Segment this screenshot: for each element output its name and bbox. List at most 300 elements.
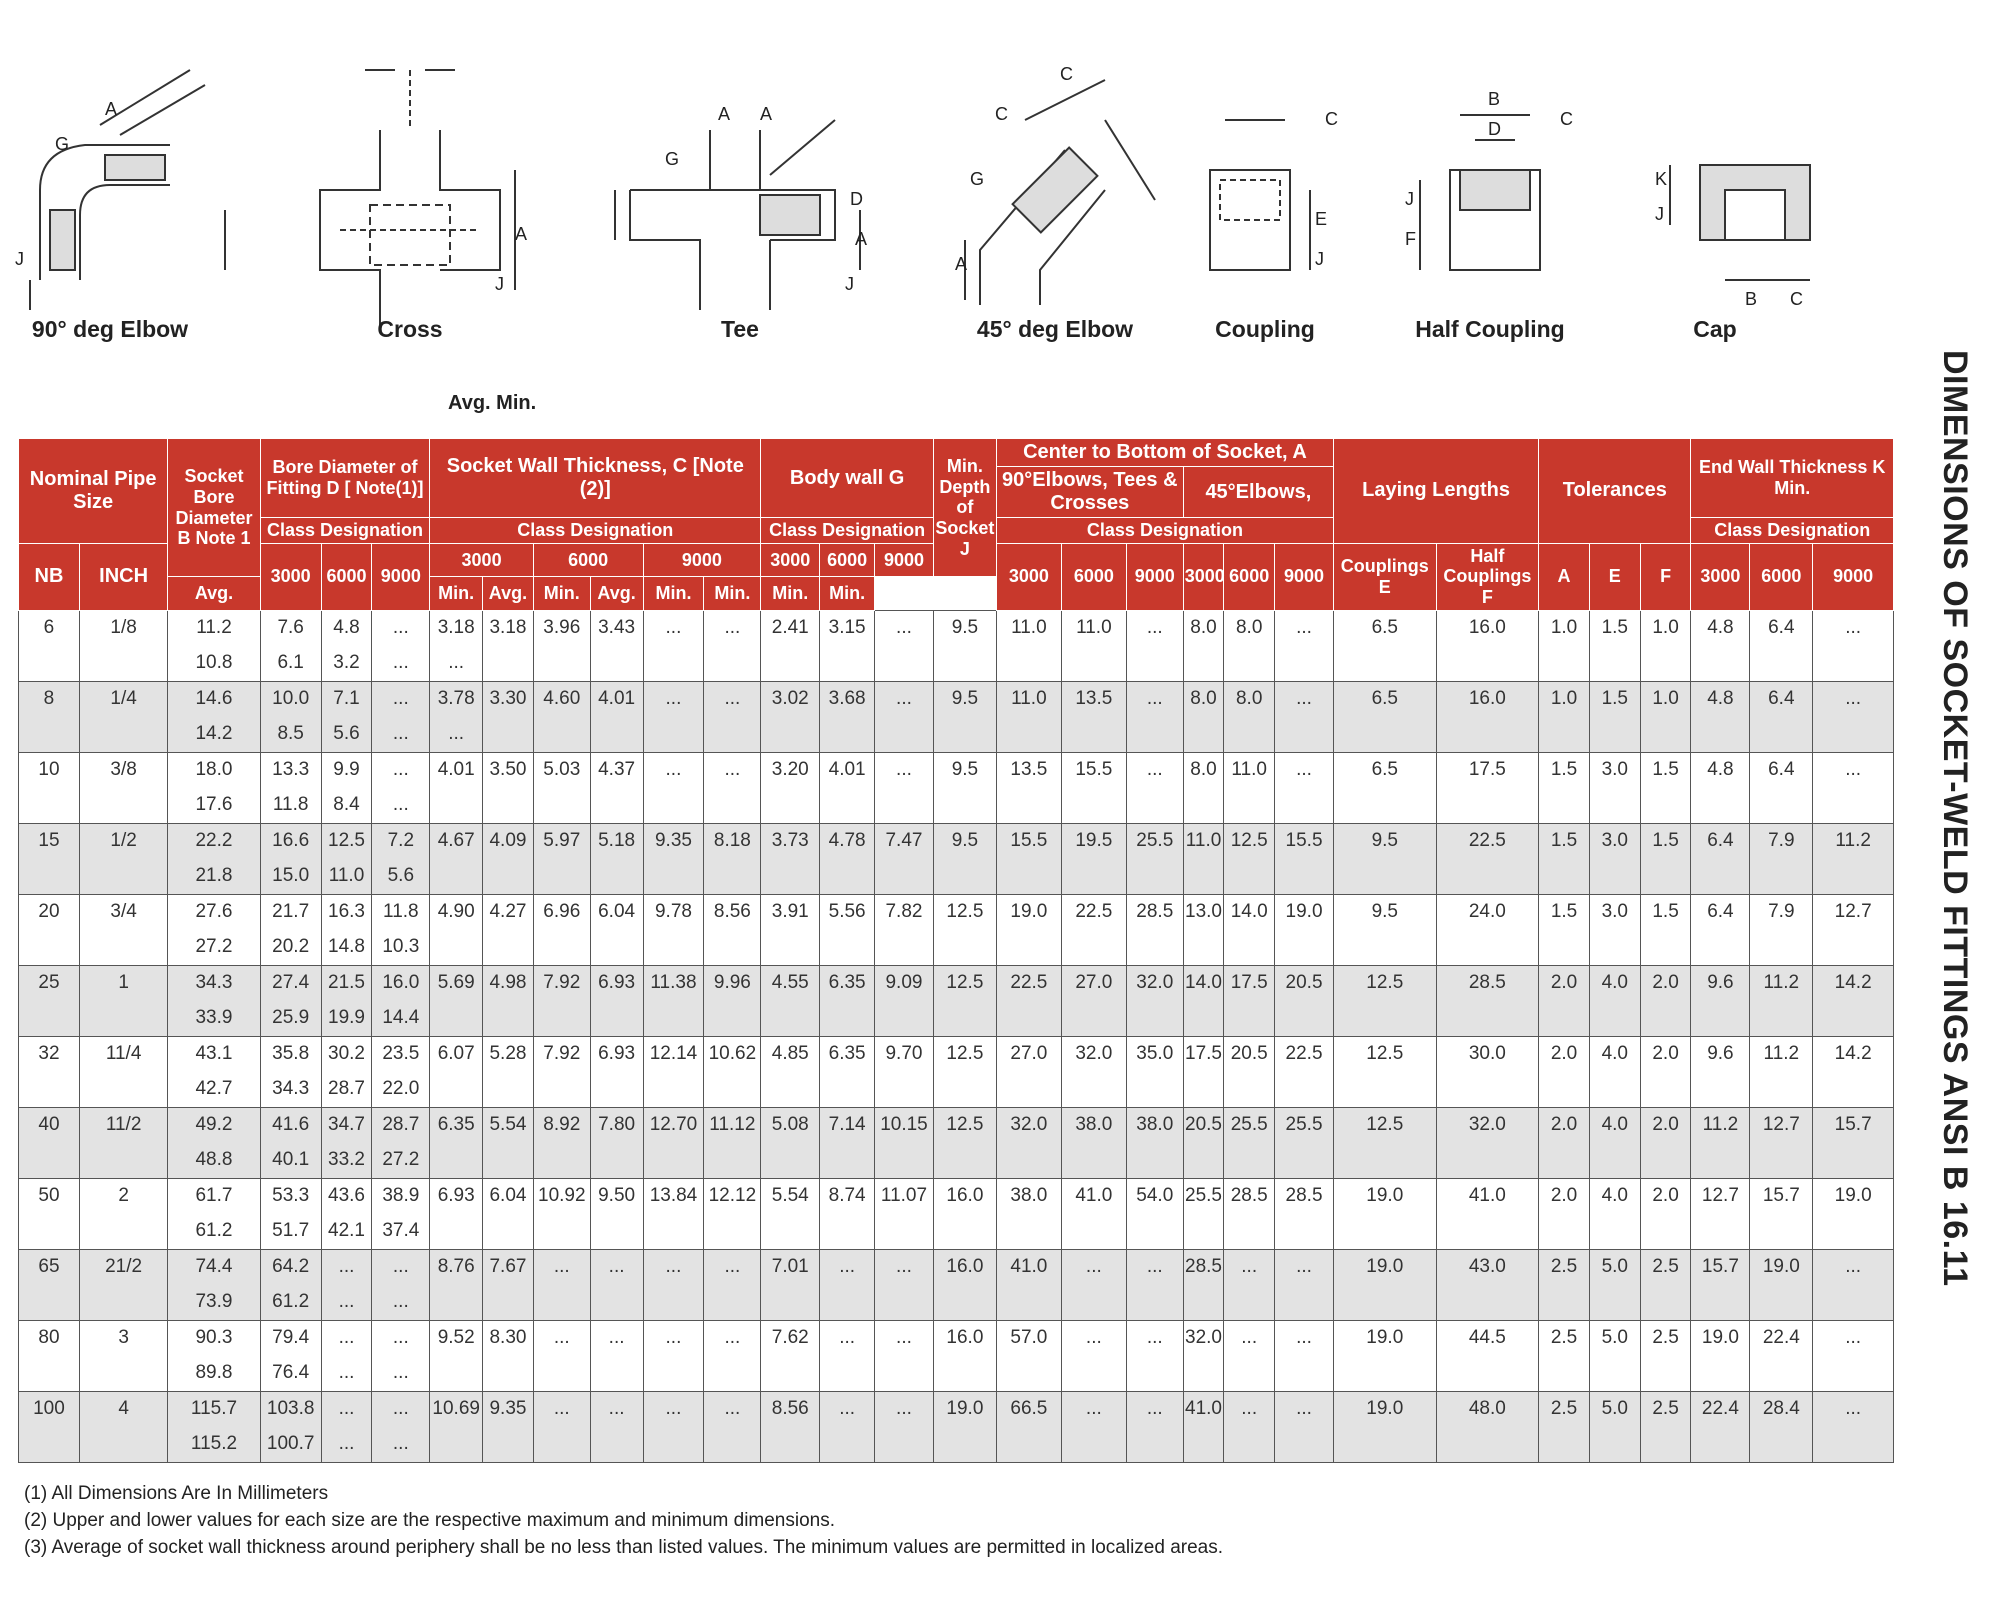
table-cell: 8.0 [1224, 610, 1275, 646]
svg-text:J: J [1405, 189, 1414, 209]
table-cell: 8.0 [1183, 610, 1224, 646]
header-tol-e: E [1589, 543, 1640, 610]
table-cell: 2.41 [761, 610, 820, 646]
table-cell [1436, 646, 1539, 682]
table-row [19, 965, 1894, 1001]
table-cell: 15.5 [1275, 823, 1334, 859]
table-cell [996, 646, 1061, 682]
table-cell [79, 788, 167, 824]
table-cell: 16.3 [321, 894, 372, 930]
coupling-icon [1190, 40, 1340, 310]
table-cell: 25.5 [1275, 1107, 1334, 1143]
table-cell [1126, 1285, 1183, 1321]
table-cell: 40.1 [260, 1143, 321, 1179]
table-cell: 3.78 [430, 681, 483, 717]
table-cell [1334, 1214, 1437, 1250]
table-cell: 89.8 [168, 1356, 260, 1392]
table-cell: ... [372, 1427, 430, 1463]
table-cell: 34.3 [260, 1072, 321, 1108]
svg-text:G: G [970, 169, 985, 189]
table-cell: ... [1061, 1391, 1126, 1427]
table-cell: ... [321, 1356, 372, 1392]
table-cell: 42.7 [168, 1072, 260, 1108]
table-cell [1436, 717, 1539, 753]
table-cell: 7.62 [761, 1320, 820, 1356]
table-cell [1224, 1285, 1275, 1321]
table-row [19, 1320, 1894, 1356]
table-cell: 6.93 [430, 1178, 483, 1214]
table-cell [1691, 788, 1750, 824]
table-cell: ... [1224, 1249, 1275, 1285]
side-title: DIMENSIONS OF SOCKET-WELD FITTINGS ANSI B 16.11 [1936, 350, 1974, 1287]
table-cell: 2.0 [1640, 965, 1691, 1001]
note-2: (2) Upper and lower values for each size are the respective maximum and minimum dimensions. [24, 1510, 836, 1531]
table-cell: 8.56 [761, 1391, 820, 1427]
table-cell [483, 646, 534, 682]
table-cell: 2.5 [1640, 1391, 1691, 1427]
table-cell [643, 930, 704, 966]
table-cell [1061, 1072, 1126, 1108]
table-cell: 38.0 [996, 1178, 1061, 1214]
table-cell [996, 1427, 1061, 1463]
table-cell: 22.5 [1436, 823, 1539, 859]
table-cell [79, 1356, 167, 1392]
table-cell: ... [1813, 610, 1894, 646]
table-cell [1589, 717, 1640, 753]
table-cell [1183, 646, 1224, 682]
table-cell [79, 1427, 167, 1463]
table-cell: 53.3 [260, 1178, 321, 1214]
table-cell: 21/2 [79, 1249, 167, 1285]
table-cell [761, 788, 820, 824]
table-cell: 13.3 [260, 752, 321, 788]
table-cell [79, 859, 167, 895]
table-cell [1275, 1285, 1334, 1321]
table-cell [933, 1214, 996, 1250]
table-cell: ... [372, 1356, 430, 1392]
table-cell: 8.76 [430, 1249, 483, 1285]
table-cell [19, 1427, 80, 1463]
table-cell [1813, 1072, 1894, 1108]
header-bore-diameter: Bore Diameter of Fitting D [ Note(1)] [260, 439, 430, 518]
table-cell: 6.07 [430, 1036, 483, 1072]
table-cell [1183, 1143, 1224, 1179]
table-cell: 54.0 [1126, 1178, 1183, 1214]
table-cell [430, 1143, 483, 1179]
table-cell: ... [704, 681, 761, 717]
table-cell [79, 1285, 167, 1321]
table-cell: 4.01 [430, 752, 483, 788]
table-cell: 10 [19, 752, 80, 788]
table-cell: ... [372, 1320, 430, 1356]
table-cell [1589, 788, 1640, 824]
table-cell: 19.0 [1334, 1178, 1437, 1214]
table-cell [820, 1001, 875, 1037]
table-cell: 12.5 [1334, 965, 1437, 1001]
table-cell [1750, 1214, 1813, 1250]
table-cell [1589, 1285, 1640, 1321]
table-cell [875, 1285, 934, 1321]
table-cell: 5.56 [820, 894, 875, 930]
header-9000: 9000 [372, 543, 430, 610]
table-cell: 41.0 [1183, 1391, 1224, 1427]
table-cell: 14.0 [1224, 894, 1275, 930]
table-cell: 10.0 [260, 681, 321, 717]
table-cell [1275, 1427, 1334, 1463]
table-cell [1061, 717, 1126, 753]
header-class-designation: Class Designation [761, 518, 934, 544]
table-cell [1539, 1214, 1590, 1250]
table-cell [430, 1001, 483, 1037]
table-cell: 27.2 [168, 930, 260, 966]
svg-text:A: A [105, 99, 118, 119]
table-cell: ... [533, 1320, 590, 1356]
header-inch: INCH [79, 543, 167, 610]
table-cell: 9.6 [1691, 1036, 1750, 1072]
table-cell: 9.09 [875, 965, 934, 1001]
table-cell [1126, 717, 1183, 753]
table-cell: ... [372, 610, 430, 646]
table-cell [933, 646, 996, 682]
table-cell [1334, 788, 1437, 824]
table-cell: 7.1 [321, 681, 372, 717]
figure-label: Cross [377, 316, 443, 342]
table-row [19, 1178, 1894, 1214]
table-row [19, 1391, 1894, 1427]
svg-text:A: A [760, 104, 773, 124]
table-cell: 22.4 [1691, 1391, 1750, 1427]
table-cell [1183, 788, 1224, 824]
table-cell: 1.5 [1640, 894, 1691, 930]
table-cell: 43.6 [321, 1178, 372, 1214]
table-cell: ... [372, 752, 430, 788]
table-cell: 16.0 [1436, 681, 1539, 717]
table-cell: 43.1 [168, 1036, 260, 1072]
table-cell [483, 1143, 534, 1179]
table-cell: 79.4 [260, 1320, 321, 1356]
table-cell: 6.5 [1334, 752, 1437, 788]
table-cell: 28.5 [1183, 1249, 1224, 1285]
table-cell: 80 [19, 1320, 80, 1356]
table-cell: 8.4 [321, 788, 372, 824]
table-row [19, 1107, 1894, 1143]
table-cell [1691, 1285, 1750, 1321]
table-cell: 3.18 [430, 610, 483, 646]
table-cell [483, 859, 534, 895]
table-cell [1275, 788, 1334, 824]
table-cell [1183, 717, 1224, 753]
elbow-90-icon [10, 40, 210, 310]
svg-text:J: J [15, 249, 24, 269]
table-cell [1334, 1427, 1437, 1463]
figure-label: Half Coupling [1415, 316, 1565, 342]
table-cell [1334, 930, 1437, 966]
table-cell: 7.14 [820, 1107, 875, 1143]
table-cell: 12.12 [704, 1178, 761, 1214]
table-cell: 48.8 [168, 1143, 260, 1179]
table-cell [1275, 930, 1334, 966]
table-cell: 20.5 [1183, 1107, 1224, 1143]
table-cell: 9.96 [704, 965, 761, 1001]
table-cell [875, 788, 934, 824]
table-cell [1436, 930, 1539, 966]
note-1: (1) All Dimensions Are In Millimeters [24, 1483, 329, 1504]
svg-text:B: B [1488, 89, 1501, 109]
elbow-45-icon [955, 40, 1155, 310]
table-cell: 20.5 [1275, 965, 1334, 1001]
table-cell: ... [1275, 752, 1334, 788]
table-cell [430, 930, 483, 966]
table-cell: ... [820, 1391, 875, 1427]
table-cell: 4.37 [590, 752, 643, 788]
table-row [19, 859, 1894, 895]
svg-text:C: C [1325, 109, 1338, 129]
table-cell: 3.91 [761, 894, 820, 930]
table-cell: ... [590, 1320, 643, 1356]
table-cell: 115.2 [168, 1427, 260, 1463]
table-cell: 64.2 [260, 1249, 321, 1285]
table-cell: 38.0 [1126, 1107, 1183, 1143]
table-cell [590, 1072, 643, 1108]
table-cell [1813, 930, 1894, 966]
table-cell [1691, 1356, 1750, 1392]
table-cell [820, 859, 875, 895]
table-cell [1183, 1356, 1224, 1392]
table-cell [1334, 1001, 1437, 1037]
table-cell: ... [372, 646, 430, 682]
table-cell: 12.7 [1813, 894, 1894, 930]
table-cell: 5.0 [1589, 1249, 1640, 1285]
table-cell: 4.0 [1589, 965, 1640, 1001]
table-cell: 11.2 [168, 610, 260, 646]
header-6000: 6000 [1061, 543, 1126, 610]
table-cell: 12.14 [643, 1036, 704, 1072]
table-cell: 9.6 [1691, 965, 1750, 1001]
table-cell: 6.4 [1750, 610, 1813, 646]
figure-half-coupling [1400, 40, 1580, 343]
svg-text:A: A [718, 104, 731, 124]
svg-text:J: J [495, 274, 504, 294]
header-6000: 6000 [1224, 543, 1275, 610]
table-cell [1539, 1285, 1590, 1321]
table-cell: 48.0 [1436, 1391, 1539, 1427]
table-row [19, 1356, 1894, 1392]
table-cell [1224, 646, 1275, 682]
table-cell: 5.28 [483, 1036, 534, 1072]
table-cell: 22.5 [1061, 894, 1126, 930]
svg-text:A: A [515, 224, 528, 244]
table-row [19, 1143, 1894, 1179]
table-cell: 9.70 [875, 1036, 934, 1072]
table-cell: 27.6 [168, 894, 260, 930]
table-cell: 11.0 [996, 610, 1061, 646]
table-cell [1126, 1427, 1183, 1463]
table-cell: 9.9 [321, 752, 372, 788]
table-cell [1224, 930, 1275, 966]
table-cell: 3.96 [533, 610, 590, 646]
table-row [19, 1285, 1894, 1321]
header-avg: Avg. [483, 577, 534, 611]
header-min: Min. [761, 577, 820, 611]
table-cell [1334, 1356, 1437, 1392]
table-cell [1750, 1427, 1813, 1463]
svg-text:F: F [1405, 229, 1416, 249]
table-cell [533, 788, 590, 824]
table-cell [79, 717, 167, 753]
tee-fitting-icon [610, 40, 870, 310]
table-row [19, 610, 1894, 646]
table-cell [430, 1214, 483, 1250]
table-cell: 100 [19, 1391, 80, 1427]
table-cell: ... [643, 1391, 704, 1427]
table-cell [430, 859, 483, 895]
table-cell [761, 646, 820, 682]
table-cell: ... [704, 1320, 761, 1356]
table-cell: 74.4 [168, 1249, 260, 1285]
table-cell: 3.73 [761, 823, 820, 859]
header-6000: 6000 [820, 543, 875, 577]
svg-text:J: J [1655, 204, 1664, 224]
table-cell: 19.0 [933, 1391, 996, 1427]
table-cell [19, 1285, 80, 1321]
table-cell [1589, 1143, 1640, 1179]
table-cell [1589, 1001, 1640, 1037]
table-cell: 11.07 [875, 1178, 934, 1214]
table-cell: 7.47 [875, 823, 934, 859]
table-cell: 1.0 [1640, 681, 1691, 717]
table-cell: 1.0 [1539, 610, 1590, 646]
table-cell: 10.15 [875, 1107, 934, 1143]
table-cell: 6.93 [590, 1036, 643, 1072]
table-cell [1589, 1072, 1640, 1108]
table-cell: 100.7 [260, 1427, 321, 1463]
table-cell: 14.8 [321, 930, 372, 966]
table-cell [1061, 1214, 1126, 1250]
table-cell: 4.8 [321, 610, 372, 646]
table-cell: 41.0 [1061, 1178, 1126, 1214]
table-cell [1589, 646, 1640, 682]
table-cell [19, 788, 80, 824]
table-cell [1061, 1356, 1126, 1392]
table-cell: 7.9 [1750, 894, 1813, 930]
table-cell: 3.0 [1589, 752, 1640, 788]
table-cell: ... [590, 1249, 643, 1285]
table-cell: 19.5 [1061, 823, 1126, 859]
header-6000: 6000 [533, 543, 643, 577]
table-cell: 3.43 [590, 610, 643, 646]
header-min: Min. [430, 577, 483, 611]
table-cell: 1/2 [79, 823, 167, 859]
svg-text:G: G [55, 134, 70, 154]
table-cell [761, 1001, 820, 1037]
table-cell [533, 1285, 590, 1321]
table-cell: 8.5 [260, 717, 321, 753]
table-cell [19, 1001, 80, 1037]
table-cell: 27.2 [372, 1143, 430, 1179]
table-cell: 19.0 [1334, 1391, 1437, 1427]
table-cell: 7.67 [483, 1249, 534, 1285]
table-cell [643, 1427, 704, 1463]
table-cell: 8.74 [820, 1178, 875, 1214]
table-cell: 7.2 [372, 823, 430, 859]
table-cell [483, 1285, 534, 1321]
table-cell: 35.8 [260, 1036, 321, 1072]
table-cell [1539, 646, 1590, 682]
figure-label: 90° deg Elbow [31, 316, 189, 342]
table-cell [1275, 1143, 1334, 1179]
table-cell: 32.0 [1061, 1036, 1126, 1072]
table-cell: 19.0 [1691, 1320, 1750, 1356]
table-cell [761, 859, 820, 895]
table-cell [1640, 1072, 1691, 1108]
table-cell [643, 717, 704, 753]
table-cell: 7.92 [533, 965, 590, 1001]
table-cell: 4.90 [430, 894, 483, 930]
cross-fitting-icon [300, 40, 528, 310]
table-cell: ... [875, 610, 934, 646]
table-cell: 61.7 [168, 1178, 260, 1214]
table-cell [1750, 930, 1813, 966]
table-cell [1539, 788, 1590, 824]
table-cell [1750, 788, 1813, 824]
table-cell: 14.6 [168, 681, 260, 717]
table-row [19, 1001, 1894, 1037]
table-cell: ... [1224, 1320, 1275, 1356]
table-cell: ... [1275, 1249, 1334, 1285]
table-cell [875, 1072, 934, 1108]
table-row [19, 1036, 1894, 1072]
table-cell [1126, 1001, 1183, 1037]
table-cell: 11.8 [372, 894, 430, 930]
table-cell: 28.7 [321, 1072, 372, 1108]
table-cell [820, 788, 875, 824]
table-cell: 5.97 [533, 823, 590, 859]
table-cell [19, 1356, 80, 1392]
table-cell: 30.2 [321, 1036, 372, 1072]
table-cell [19, 859, 80, 895]
table-cell [1183, 859, 1224, 895]
table-cell [1750, 859, 1813, 895]
header-9000: 9000 [1813, 543, 1894, 610]
table-row [19, 788, 1894, 824]
table-cell [590, 646, 643, 682]
table-cell: 9.78 [643, 894, 704, 930]
table-cell: ... [430, 717, 483, 753]
table-cell: 12.5 [933, 894, 996, 930]
table-cell [704, 1072, 761, 1108]
table-cell: 22.5 [1275, 1036, 1334, 1072]
table-cell [1539, 1072, 1590, 1108]
table-cell [79, 1001, 167, 1037]
table-cell: ... [1813, 1249, 1894, 1285]
table-cell: 25.5 [1224, 1107, 1275, 1143]
header-nb: NB [19, 543, 80, 610]
table-cell: 13.84 [643, 1178, 704, 1214]
table-cell [1813, 1214, 1894, 1250]
table-cell: ... [1224, 1391, 1275, 1427]
table-cell [1183, 930, 1224, 966]
table-cell: 27.0 [1061, 965, 1126, 1001]
table-cell: 2.0 [1539, 1178, 1590, 1214]
svg-text:C: C [1790, 289, 1803, 309]
table-cell [1640, 1214, 1691, 1250]
table-cell [430, 1072, 483, 1108]
table-cell [875, 1143, 934, 1179]
header-9000: 9000 [643, 543, 761, 577]
table-cell: ... [372, 681, 430, 717]
table-cell: 22.0 [372, 1072, 430, 1108]
header-6000: 6000 [1750, 543, 1813, 610]
